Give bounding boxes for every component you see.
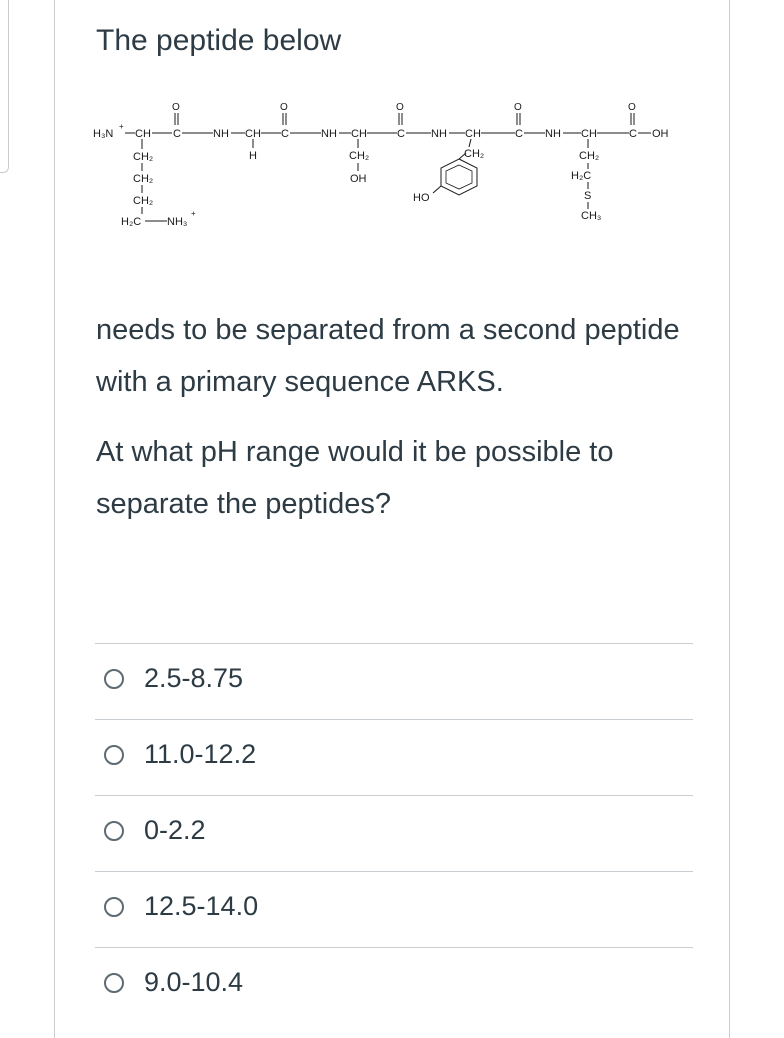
met-s: S [584,190,592,202]
carbonyl-oxygen-2: O [280,102,288,113]
serine-side-chain [349,139,369,185]
peptide-structure-diagram [85,93,705,238]
carbonyl-carbon-3: C [397,128,405,140]
question-title: The peptide below [96,24,342,57]
tyr-ch2: CH₂ [464,148,485,160]
answer-list [95,643,693,1023]
amide-nh-3: NH [431,128,447,140]
question-paragraph-2: At what pH range would it be possible to separate the peptides? [96,436,614,520]
amide-nh-4: NH [545,128,561,140]
radio-button[interactable] [104,669,124,689]
met-ch3: CH₃ [581,210,602,222]
tyr-ho: HO [413,192,430,204]
radio-button[interactable] [104,745,124,765]
n-terminus-h3n: H₃N [93,128,114,140]
alpha-carbon-1: CH [135,128,151,140]
question-paragraph-1: needs to be separated from a second peptide with a primary sequence ARKS. [96,314,680,398]
ser-ch2: CH₂ [349,150,370,162]
carbonyl-oxygen-4: O [514,102,522,113]
gly-h: H [249,150,257,162]
met-ch2: CH₂ [579,150,600,162]
methionine-side-chain [571,139,601,222]
alpha-carbon-2: CH [245,128,261,140]
lys-ch2-1: CH₂ [133,151,154,163]
n-terminus-charge: + [119,122,124,131]
answer-label: 2.5-8.75 [144,663,244,693]
lysine-side-chain [121,139,196,228]
quiz-question-card [54,0,730,1038]
answer-label: 12.5-14.0 [144,891,259,921]
answer-label: 0-2.2 [144,815,206,845]
lys-nh3: NH₃ [167,216,188,228]
amide-nh-2: NH [321,128,337,140]
ser-oh: OH [350,173,367,185]
answer-option-3[interactable] [95,795,693,871]
alpha-carbon-3: CH [351,128,367,140]
carbonyl-carbon-1: C [173,128,181,140]
answer-option-5[interactable] [95,947,693,1023]
adjacent-panel-edge [0,0,9,173]
alpha-carbon-5: CH [581,128,597,140]
glycine-side-chain [249,139,257,162]
carbonyl-carbon-2: C [281,128,289,140]
carbonyl-carbon-4: C [515,128,523,140]
radio-button[interactable] [104,897,124,917]
carbonyl-oxygen-1: O [172,102,180,113]
lys-nh3-charge: + [191,209,196,218]
answer-label: 11.0-12.2 [144,739,257,769]
lys-ch2-2: CH₂ [133,173,154,185]
carbonyl-carbon-5: C [629,128,637,140]
carbonyl-oxygen-3: O [396,102,404,113]
alpha-carbon-4: CH [465,128,481,140]
tyrosine-side-chain [413,139,484,204]
answer-option-4[interactable] [95,871,693,947]
answer-option-1[interactable] [95,643,693,719]
c-terminus-oh: OH [652,128,669,140]
amide-nh-1: NH [213,128,229,140]
answer-option-2[interactable] [95,719,693,795]
met-h2c: H₂C [571,170,592,182]
radio-button[interactable] [104,973,124,993]
radio-button[interactable] [104,821,124,841]
lys-ch2-3: CH₂ [133,195,154,207]
lys-h2c: H₂C [121,216,142,228]
answer-label: 9.0-10.4 [144,967,244,997]
peptide-backbone [93,102,669,140]
carbonyl-oxygen-5: O [628,102,636,113]
